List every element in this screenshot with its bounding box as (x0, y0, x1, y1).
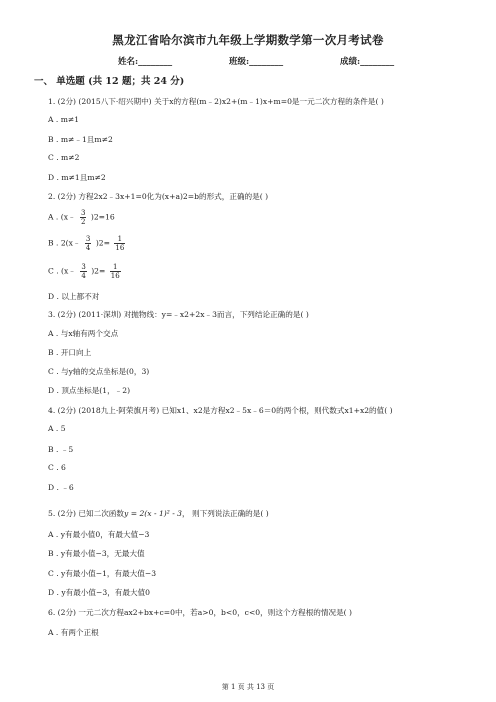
question-5-stem (48, 508, 269, 519)
fraction (85, 235, 91, 252)
question-4-option-c: C . 6 (48, 463, 66, 472)
name-field: 姓名:________ (118, 57, 173, 67)
fraction-numerator: 3 (85, 235, 91, 243)
question-3-option-b: B . 开口向上 (48, 348, 92, 357)
question-1-option-a: A . m≠1 (48, 115, 80, 124)
question-2-option-c (48, 263, 123, 280)
fraction-denominator: 4 (81, 272, 86, 280)
fraction (80, 209, 86, 226)
question-3-option-c: C . 与y轴的交点坐标是(0，3) (48, 367, 150, 376)
fraction-denominator: 16 (110, 272, 120, 280)
question-5-stem-suffix: ， 则下列说法正确的是( ) (182, 509, 269, 518)
option-c-prefix: C . (x﹣ (48, 266, 76, 276)
question-4-option-b: B . ﹣5 (48, 445, 74, 454)
fraction-denominator: 2 (81, 218, 86, 226)
fraction-denominator: 4 (85, 244, 91, 252)
question-2-option-d: D . 以上都不对 (48, 292, 100, 301)
question-1-option-c: C . m≠2 (48, 153, 80, 162)
question-3-option-d: D . 顶点坐标是(1，﹣2) (48, 386, 131, 395)
class-field: 班级:________ (229, 57, 284, 67)
question-6-option-a: A . 有两个正根 (48, 628, 99, 637)
section-heading: 一、 单选题 (共 12 题；共 24 分) (34, 76, 185, 87)
question-1-option-d: D . m≠1且m≠2 (48, 173, 106, 182)
question-2-option-b (48, 235, 127, 252)
question-2-stem: 2. (2分) 方程2x2﹣3x+1=0化为(x+a)2=b的形式，正确的是( ) (48, 192, 269, 201)
option-a-suffix: )2=16 (90, 212, 115, 222)
score-field: 成绩:________ (340, 57, 395, 67)
question-3-stem: 3. (2分) (2011·深圳) 对抛物线：y=﹣x2+2x﹣3而言，下列结论正确的是( ) (48, 310, 309, 319)
question-2-option-a (48, 209, 115, 226)
question-5-option-d: D . y有最小值−3，有最大值0 (48, 588, 150, 597)
question-1-option-b: B . m≠﹣1且m≠2 (48, 135, 113, 144)
fraction-denominator: 16 (115, 244, 125, 252)
fraction-numerator: 1 (110, 263, 121, 272)
page-title: 黑龙江省哈尔滨市九年级上学期数学第一次月考试卷 (112, 33, 384, 47)
option-a-prefix: A . (x﹣ (48, 212, 76, 222)
fraction-numerator: 1 (114, 235, 125, 244)
fraction (114, 235, 125, 252)
question-5-option-c: C . y有最小值−1，有最大值−3 (48, 569, 157, 578)
question-5-option-b: B . y有最小值−3，无最大值 (48, 549, 145, 558)
fraction-numerator: 3 (81, 209, 86, 217)
question-4-option-d: D . ﹣6 (48, 483, 74, 492)
page-footer: 第 1 页 共 13 页 (221, 683, 275, 691)
question-6-stem: 6. (2分) 一元二次方程ax2+bx+c=0中，若a>0，b<0，c<0，则这个方程根的情况是( ) (48, 608, 353, 617)
quadratic-formula: y = 2(x - 1)² - 3 (124, 509, 183, 518)
question-4-option-a: A . 5 (48, 424, 66, 433)
question-3-option-a: A . 与x轴有两个交点 (48, 329, 119, 338)
question-5-option-a: A . y有最小值0，有最大值−3 (48, 530, 150, 539)
fraction (80, 263, 86, 280)
option-b-prefix: B . 2(x﹣ (48, 238, 81, 248)
option-b-middle: )2= (95, 238, 110, 248)
fraction-numerator: 3 (81, 263, 86, 271)
question-5-stem-prefix: 5. (2分) 已知二次函数 (48, 509, 124, 518)
option-c-middle: )2= (91, 266, 106, 276)
question-1-stem: 1. (2分) (2015八下·绍兴期中) 关于x的方程(m﹣2)x2+(m﹣1)x+m=0是一元二次方程的条件是( ) (48, 97, 384, 106)
question-4-stem: 4. (2分) (2018九上·阿荣旗月考) 已知x1、x2是方程x2﹣5x﹣6＝0的两个根，则代数式x1+x2的值( ) (48, 406, 393, 415)
fraction (110, 263, 121, 280)
